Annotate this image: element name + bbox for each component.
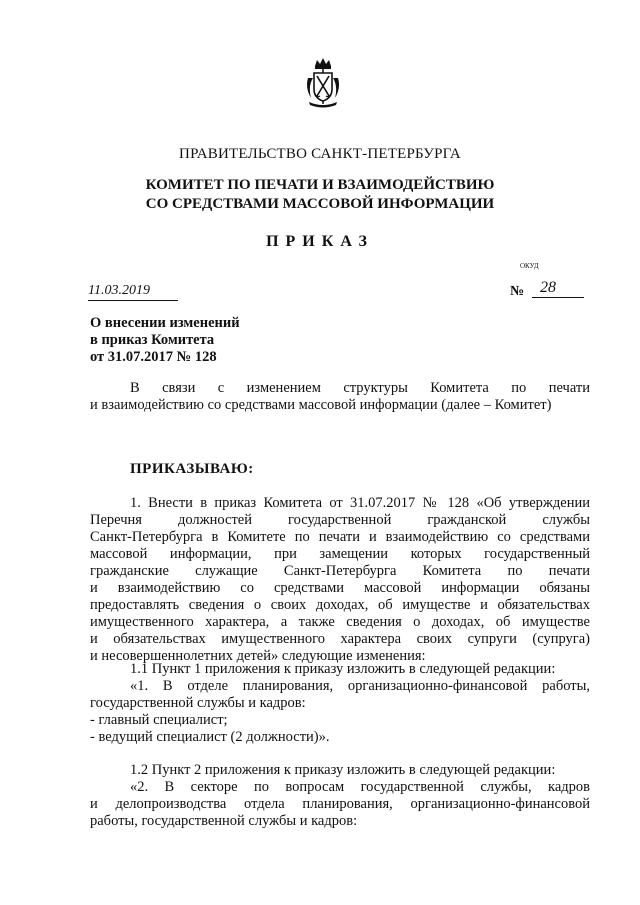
decree-heading: ПРИКАЗЫВАЮ: [130, 461, 254, 477]
text-line: имущественного характера, а также сведения о доходах, об имуществе [90, 614, 590, 630]
text-line: - главный специалист; [90, 712, 228, 728]
order-date: 11.03.2019 [88, 283, 178, 301]
subject-line: в приказ Комитета [90, 332, 215, 348]
text-line: массовой информации, при замещении которых государственный [90, 546, 590, 562]
paragraph-1-1 [90, 661, 590, 746]
order-number-label: № [510, 284, 525, 299]
intro-paragraph [90, 380, 590, 414]
paragraph-1-2 [90, 762, 590, 830]
text-line: Перечня должностей государственной гражданской службы [90, 512, 590, 528]
text-line: В связи с изменением структуры Комитета по печати [130, 380, 590, 396]
paragraph-1 [90, 495, 590, 665]
text-line: и обязательствах имущественного характера своих супруги (супруга) [90, 631, 590, 647]
text-line: и взаимодействию со средствами массовой информации (далее – Комитет) [90, 397, 552, 413]
subject-line: О внесении изменений [90, 315, 240, 331]
text-line: «2. В секторе по вопросам государственной службы, кадров [130, 779, 590, 795]
text-line: предоставлять сведения о своих доходах, об имуществе и обязательствах [90, 597, 590, 613]
subject-line: от 31.07.2017 № 128 [90, 349, 217, 365]
text-line: Санкт-Петербурга в Комитете по печати и взаимодействию со средствами [90, 529, 590, 545]
text-line: работы, государственной службы и кадров: [90, 813, 358, 829]
order-title: ПРИКАЗ [266, 233, 374, 250]
text-line: государственной службы и кадров: [90, 695, 306, 711]
coat-of-arms-emblem [303, 56, 343, 110]
text-line: и взаимодействию со средствами массовой информации обязаны [90, 580, 590, 596]
committee-line: СО СРЕДСТВАМИ МАССОВОЙ ИНФОРМАЦИИ [145, 196, 495, 212]
text-line: - ведущий специалист (2 должности)». [90, 729, 330, 745]
text-line: и несовершеннолетних детей» следующие изменения: [90, 648, 426, 664]
committee-name [0, 176, 640, 214]
order-subject [90, 315, 240, 366]
text-line: 1. Внести в приказ Комитета от 31.07.2017 № 128 «Об утверждении [130, 495, 590, 511]
text-line: гражданские служащие Санкт-Петербурга Комитета по печати [90, 563, 590, 579]
text-line: «1. В отделе планирования, организационно-финансовой работы, [130, 678, 590, 694]
committee-line: КОМИТЕТ ПО ПЕЧАТИ И ВЗАИМОДЕЙСТВИЮ [145, 177, 495, 193]
text-line: и делопроизводства отдела планирования, организационно-финансовой [90, 796, 590, 812]
okud-label: ОКУД [520, 262, 539, 270]
text-line: 1.1 Пункт 1 приложения к приказу изложить в следующей редакции: [130, 661, 556, 677]
text-line: 1.2 Пункт 2 приложения к приказу изложить в следующей редакции: [130, 762, 556, 778]
government-name: ПРАВИТЕЛЬСТВО САНКТ-ПЕТЕРБУРГА [179, 146, 461, 162]
order-number: 28 [532, 279, 584, 298]
